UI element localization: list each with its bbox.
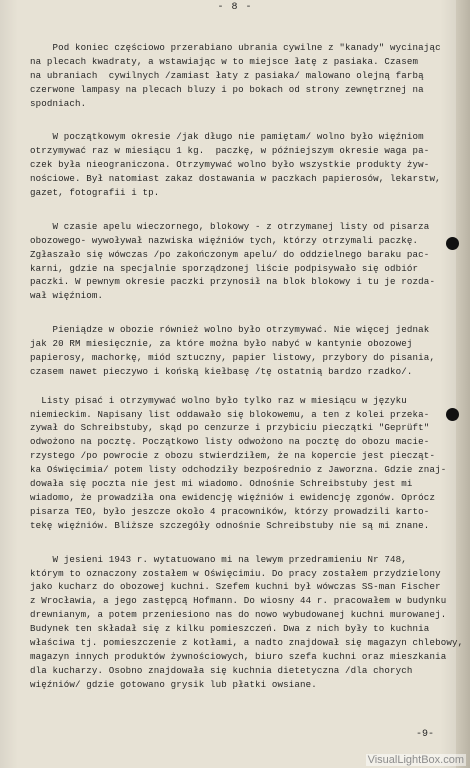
text-line: dla kucharzy. Osobno znajdowała się kuchnia dietetyczna /dla chorych: [30, 664, 413, 676]
text-line: spodniach.: [30, 97, 87, 109]
text-line: nościowe. Był natomiast zakaz dostawania w paczkach papierosów, lekarstw,: [30, 173, 441, 185]
text-line: Zgłaszało się wówczas /po zakończonym apelu/ do oddzielnego baraku pac-: [30, 248, 430, 260]
paragraph-money: [30, 309, 452, 379]
text-line: W początkowym okresie /jak długo nie pamiętam/ wolno było więźniom: [30, 131, 424, 143]
text-line: papierosy, machorkę, miód sztuczny, papier listowy, przybory do pisania,: [30, 351, 436, 363]
text-line: jako kucharz do obozowej kuchni. Szefem kuchni był wówczas SS-man Fischer: [30, 581, 441, 593]
text-line: wał więźniom.: [30, 290, 104, 302]
text-line: obozowego- wywoływał nazwiska więźniów tych, którzy otrzymali paczkę.: [30, 234, 419, 246]
text-line: rzystego /po powrocie z obozu stwierdziłem, że na kopercie jest piecząt-: [30, 450, 436, 462]
text-line: pisarza TEO, było jeszcze około 4 pracowników, którzy prowadzili karto-: [30, 505, 430, 517]
paragraph-kitchen: [30, 539, 464, 692]
text-line: na ubraniach cywilnych /zamiast łaty z pasiaka/ malowano olejną farbą: [30, 69, 424, 81]
text-line: karni, gdzie na specjalnie sporządzonej liście podpisywało się odbiór: [30, 262, 419, 274]
text-line: czasem nawet pieczywo i końską kiełbasę /tę ostatnią bardzo rzadko/.: [30, 365, 413, 377]
watermark-text: VisualLightBox.com: [367, 754, 464, 766]
text-line: czek była nieograniczona. Otrzymywać wolno było wszystkie produkty żyw-: [30, 159, 430, 171]
text-line: którym to oznaczony zostałem w Oświęcimiu. Do pracy zostałem przydzielony: [30, 567, 441, 579]
text-line: otrzymywać raz w miesiącu 1 kg. paczkę, w późniejszym okresie waga pa-: [30, 145, 430, 157]
text-line: dowała się poczta nie jest mi wiadomo. Odnośnie Schreibstuby jest mi: [30, 478, 413, 490]
text-line: paczki. W pewnym okresie paczki przynosił na blok blokowy i tu je rozda-: [30, 276, 436, 288]
bottom-page-number: -9-: [415, 729, 434, 740]
text-line: zywał do Schreibstuby, skąd po cenzurze i przybiciu pieczątki "Geprüft": [30, 422, 430, 434]
text-line: niemieckim. Napisany list oddawało się blokowemu, a ten z kolei przeka-: [30, 408, 430, 420]
text-line: ka Oświęcimia/ potem listy odchodziły bezpośrednio z Jaworzna. Gdzie znaj-: [30, 464, 447, 476]
paragraph-clothing: [30, 27, 452, 110]
text-line: wiadomo, że prowadziła ona ewidencję więźniów i ewidencję zgonów. Oprócz: [30, 492, 436, 503]
text-line: właściwa tj. pomieszczenie z kotłami, a nadto znajdował się magazyn chlebowy,: [30, 637, 464, 649]
text-line: Pod koniec częściowo przerabiano ubrania cywilne z "kanady" wycinając: [30, 41, 441, 53]
text-line: na plecach kwadraty, a wstawiając w to miejsce łatę z pasiaka. Czasem: [30, 55, 419, 67]
text-line: magazyn innych produktów żywnościowych, biuro szefa kuchni oraz mieszkania: [30, 650, 447, 662]
paragraph-parcels: [30, 116, 452, 199]
text-line: drewnianym, a potem przeniesiono nas do nowo wybudowanej kuchni murowanej.: [30, 609, 447, 621]
paragraph-roll-call: [30, 206, 452, 303]
typed-text-body: [30, 27, 464, 698]
text-line: W czasie apelu wieczornego, blokowy - z otrzymanej listy od pisarza: [30, 220, 430, 232]
punch-hole-bottom: [446, 408, 459, 421]
text-line: gazet, fotografii i tp.: [30, 186, 160, 198]
punch-hole-top: [446, 237, 459, 250]
text-line: odwożono na pocztę. Początkowo listy odwożono na pocztę do obozu macie-: [30, 436, 430, 448]
paragraph-letters: [30, 380, 452, 533]
text-line: Pieniądze w obozie również wolno było otrzymywać. Nie więcej jednak: [30, 324, 430, 336]
text-line: czerwone lampasy na plecach bluzy i po bokach od strony zewnętrznej na: [30, 83, 424, 95]
text-line: jak 20 RM miesięcznie, za które można było nabyć w kantynie obozowej: [30, 338, 413, 350]
text-line: W jesieni 1943 r. wytatuowano mi na lewym przedramieniu Nr 748,: [30, 553, 407, 565]
top-page-number: - 8 -: [217, 2, 253, 13]
text-line: z Wrocławia, a jego zastępcą Hofmann. Do wiosny 44 r. pracowałem w budynku: [30, 595, 447, 607]
text-line: więźniów/ gdzie gotowano grysik lub płatki owsiane.: [30, 678, 317, 690]
text-line: Budynek ten składał się z kilku pomieszczeń. Dwa z nich były to kuchnia: [30, 623, 430, 635]
text-line: Listy pisać i otrzymywać wolno było tylko raz w miesiącu w języku: [30, 394, 407, 406]
page-edge: [456, 0, 470, 768]
text-line: tekę więźniów. Bliższe szczegóły odnośnie Schreibstuby nie są mi znane.: [30, 519, 430, 531]
